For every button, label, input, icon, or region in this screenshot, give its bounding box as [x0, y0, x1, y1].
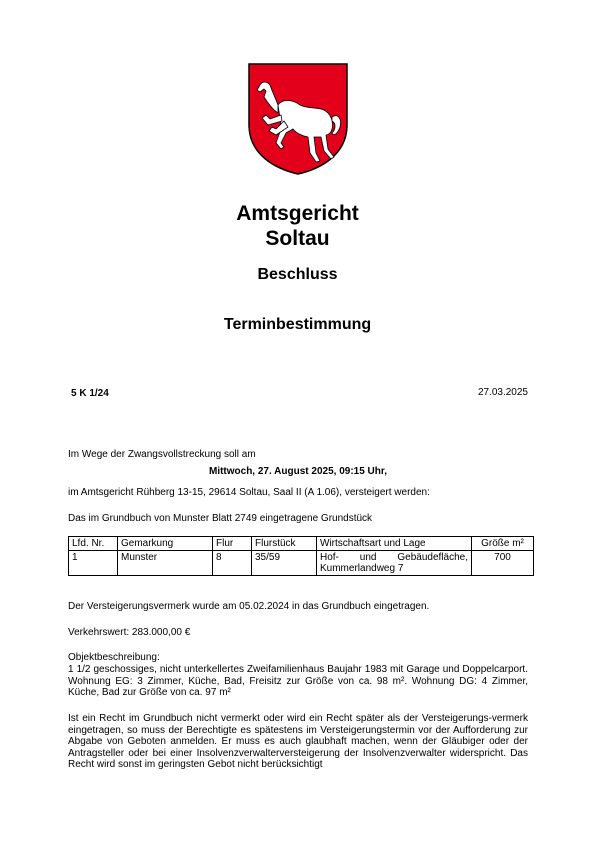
col-flurstueck: Flurstück — [252, 537, 317, 551]
document-type: Beschluss — [257, 266, 338, 283]
table-header-row — [69, 537, 534, 551]
file-number: 5 K 1/24 — [71, 388, 109, 399]
vermerk-text: Der Versteigerungsvermerk wurde am 05.02.2024 in das Grundbuch eingetragen. — [68, 601, 430, 612]
land-register-text: Das im Grundbuch von Munster Blatt 2749 eingetragene Grundstück — [68, 513, 373, 524]
document-date: 27.03.2025 — [477, 387, 528, 398]
cell-groesse: 700 — [472, 551, 534, 576]
col-lfd-nr: Lfd. Nr. — [69, 537, 118, 551]
cell-lfd-nr: 1 — [69, 551, 118, 576]
object-description-text: 1 1/2 geschossiges, nicht unterkellertes Zweifamilienhaus Baujahr 1983 mit Garage und Doppelcarport. Wohnung EG: 3 Zimmer, Küche, Bad, Freisitz zur Größe von ca. 98 m². Wohnung DG: 4 Zimmer, Küche, Bad zur Größe von ca. 97 m² — [68, 664, 528, 699]
appointment-datetime: Mittwoch, 27. August 2025, 09:15 Uhr, — [208, 466, 387, 477]
rights-notice-text: Ist ein Recht im Grundbuch nicht vermerkt oder wird ein Recht später als der Versteigerungs-vermerk eingetragen, so muss der Berechtigte es spätestens im Versteigerungstermin vor der Aufforderung zur Abgabe von Geboten anmelden. Er muss es auch glaubhaft machen, wenn der Gläubiger oder der Antragsteller oder bei einer Insolvenzverwalterversteigerung der Insolvenzverwalter widerspricht. Das Recht wird sonst im geringsten Gebot nicht berücksichtigt — [68, 713, 528, 771]
col-flur: Flur — [213, 537, 252, 551]
cell-wirtschaftsart — [317, 551, 472, 576]
auction-location: im Amtsgericht Rühberg 13-15, 29614 Soltau, Saal II (A 1.06), versteigert werden: — [68, 487, 430, 498]
coat-of-arms-icon — [248, 63, 348, 175]
col-wirtschaftsart: Wirtschaftsart und Lage — [317, 537, 472, 551]
document-subject: Terminbestimmung — [223, 316, 372, 333]
cell-gemarkung: Munster — [118, 551, 213, 576]
cell-lage-line1: Hof- und Gebäudefläche, — [320, 552, 468, 563]
property-table — [68, 536, 534, 576]
intro-text: Im Wege der Zwangsvollstreckung soll am — [68, 449, 256, 460]
table-row — [69, 551, 534, 576]
court-name-line1: Amtsgericht — [236, 202, 359, 225]
market-value: Verkehrswert: 283.000,00 € — [68, 627, 191, 638]
cell-flur: 8 — [213, 551, 252, 576]
cell-lage-line2: Kummerlandweg 7 — [320, 563, 404, 574]
col-gemarkung: Gemarkung — [118, 537, 213, 551]
object-description-title: Objektbeschreibung: — [68, 652, 160, 663]
court-name-line2: Soltau — [265, 227, 330, 250]
cell-flurstueck: 35/59 — [252, 551, 317, 576]
col-groesse: Größe m² — [472, 537, 534, 551]
